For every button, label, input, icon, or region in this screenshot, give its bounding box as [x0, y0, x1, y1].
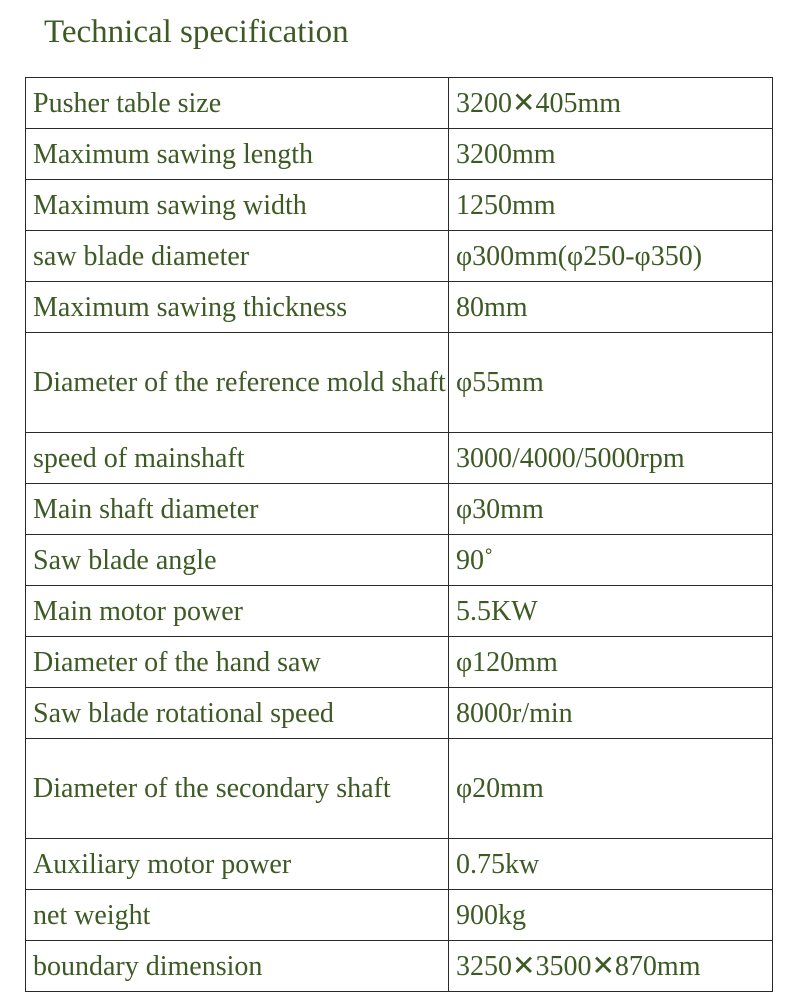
spec-label: saw blade diameter: [26, 231, 449, 282]
table-row: [26, 890, 773, 941]
spec-label: Saw blade angle: [26, 535, 449, 586]
table-row: [26, 231, 773, 282]
spec-value: 0.75kw: [449, 839, 773, 890]
spec-label: net weight: [26, 890, 449, 941]
table-row: [26, 78, 773, 129]
spec-value: φ30mm: [449, 484, 773, 535]
spec-value: 3200mm: [449, 129, 773, 180]
spec-value: 3200✕405mm: [449, 78, 773, 129]
table-row: [26, 333, 773, 433]
spec-value: φ120mm: [449, 637, 773, 688]
spec-value: 5.5KW: [449, 586, 773, 637]
table-row: [26, 688, 773, 739]
spec-value: 3000/4000/5000rpm: [449, 433, 773, 484]
spec-label: Pusher table size: [26, 78, 449, 129]
spec-value: 900kg: [449, 890, 773, 941]
spec-label: Auxiliary motor power: [26, 839, 449, 890]
spec-label: speed of mainshaft: [26, 433, 449, 484]
spec-value: φ20mm: [449, 739, 773, 839]
spec-value: 80mm: [449, 282, 773, 333]
spec-label: Saw blade rotational speed: [26, 688, 449, 739]
table-row: [26, 637, 773, 688]
table-row: [26, 839, 773, 890]
spec-value: 8000r/min: [449, 688, 773, 739]
spec-label: Maximum sawing length: [26, 129, 449, 180]
spec-value: 3250✕3500✕870mm: [449, 941, 773, 992]
spec-label: boundary dimension: [26, 941, 449, 992]
table-row: [26, 941, 773, 992]
page-title: Technical specification: [44, 14, 349, 50]
spec-value: 90˚: [449, 535, 773, 586]
spec-label: Maximum sawing thickness: [26, 282, 449, 333]
spec-label: Maximum sawing width: [26, 180, 449, 231]
spec-value: 1250mm: [449, 180, 773, 231]
table-row: [26, 282, 773, 333]
spec-label: Diameter of the hand saw: [26, 637, 449, 688]
table-row: [26, 586, 773, 637]
spec-value: φ300mm(φ250-φ350): [449, 231, 773, 282]
spec-label: Diameter of the secondary shaft: [26, 739, 449, 839]
table-row: [26, 535, 773, 586]
table-row: [26, 739, 773, 839]
spec-label: Diameter of the reference mold shaft: [26, 333, 449, 433]
spec-label: Main motor power: [26, 586, 449, 637]
table-row: [26, 433, 773, 484]
spec-label: Main shaft diameter: [26, 484, 449, 535]
spec-table: [25, 77, 773, 992]
spec-value: φ55mm: [449, 333, 773, 433]
table-row: [26, 180, 773, 231]
table-row: [26, 129, 773, 180]
table-row: [26, 484, 773, 535]
